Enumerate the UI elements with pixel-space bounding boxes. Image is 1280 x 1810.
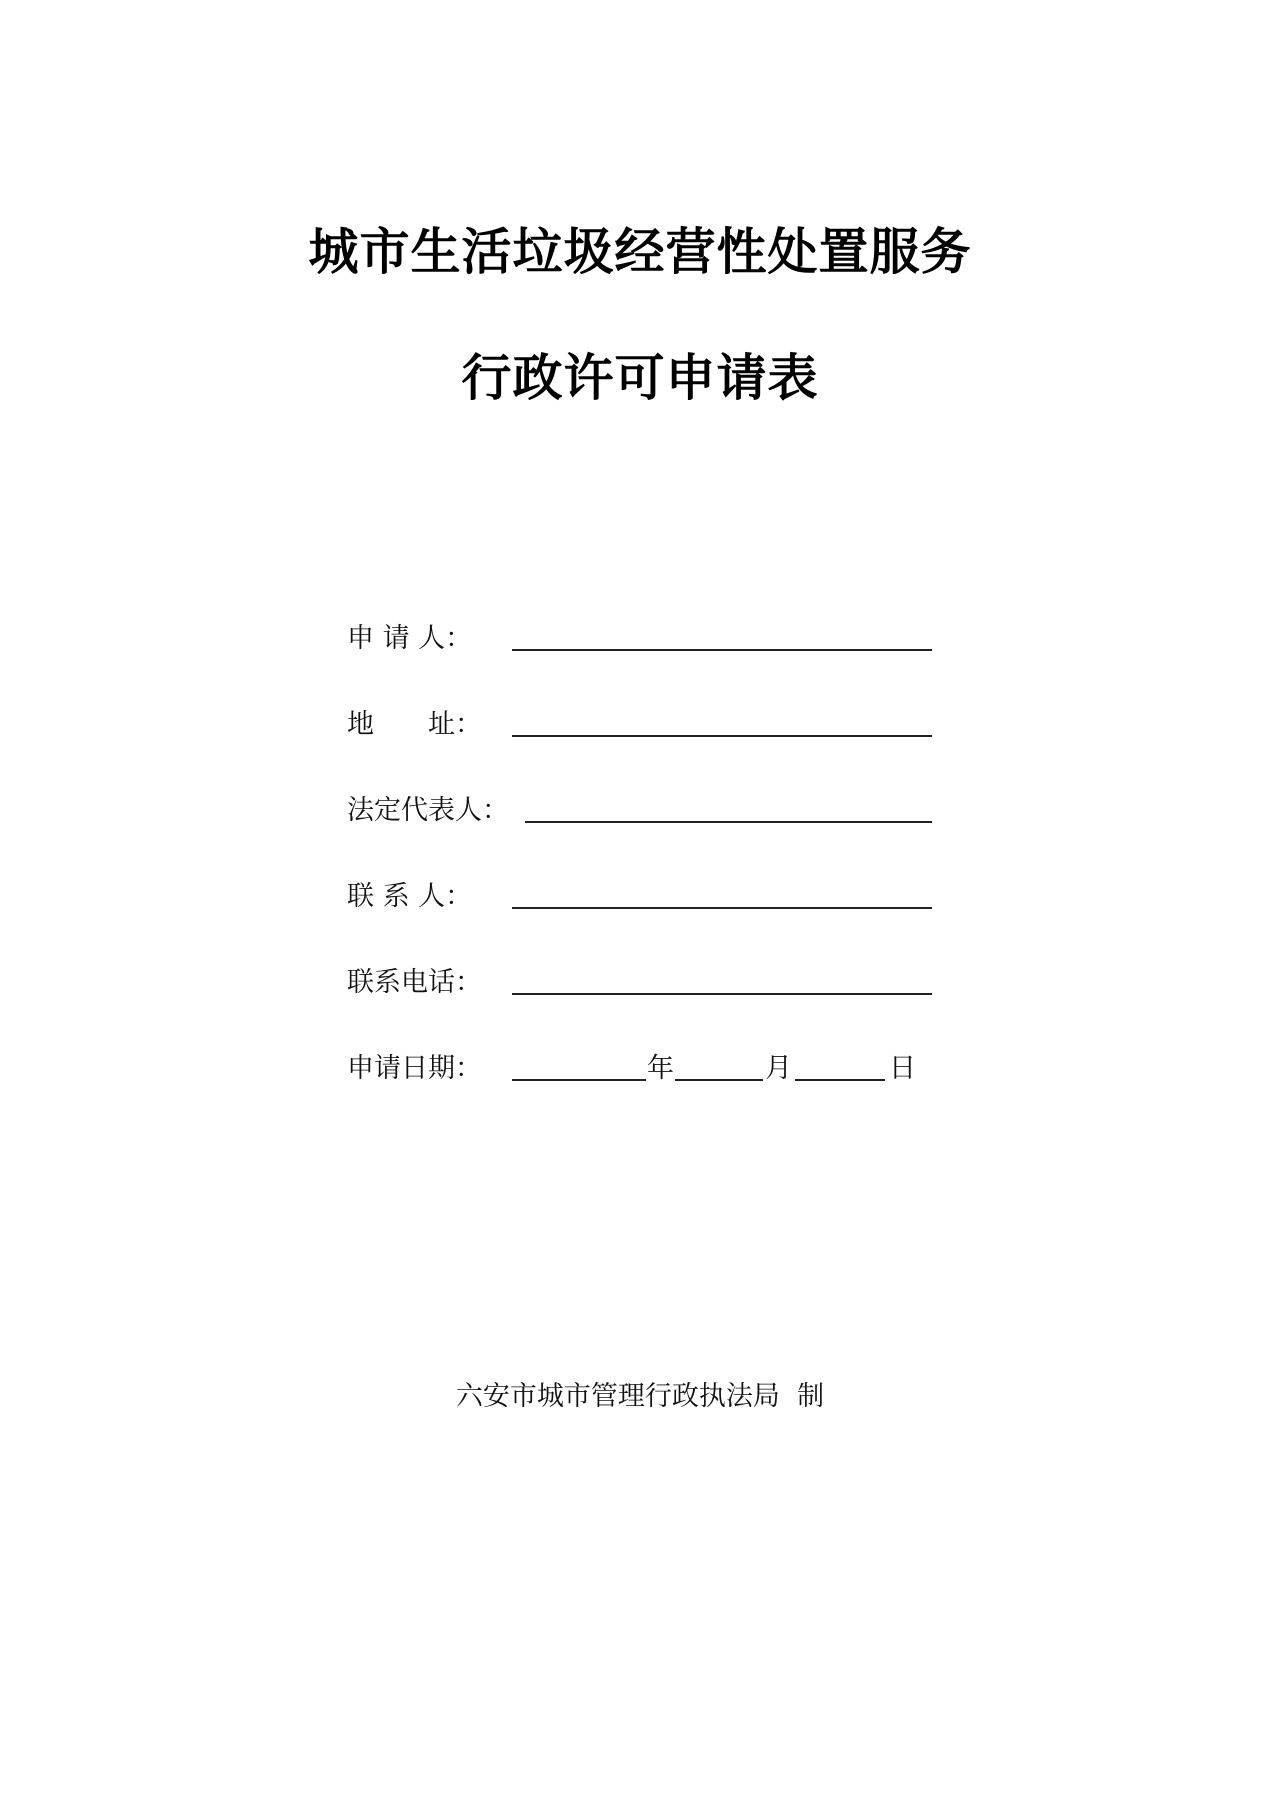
month-unit: 月 <box>765 1053 792 1084</box>
address-field[interactable] <box>512 735 932 737</box>
applicant-label: 申 请 人： <box>347 623 473 654</box>
contact-person-label: 联 系 人： <box>347 881 473 912</box>
contact-person-field[interactable] <box>512 907 932 909</box>
legal-representative-label: 法定代表人： <box>347 795 509 826</box>
contact-phone-field[interactable] <box>512 993 932 995</box>
application-date-label: 申请日期： <box>347 1053 482 1084</box>
document-title-line-2: 行政许可申请表 <box>461 349 819 407</box>
issuer-footer: 六安市城市管理行政执法局 制 <box>455 1381 825 1412</box>
document-title-line-1: 城市生活垃圾经营性处置服务 <box>308 223 972 281</box>
date-year-field[interactable] <box>512 1079 646 1081</box>
contact-phone-label: 联系电话： <box>347 967 482 998</box>
legal-representative-field[interactable] <box>525 821 932 823</box>
applicant-field[interactable] <box>512 649 932 651</box>
date-month-field[interactable] <box>675 1079 763 1081</box>
address-label: 地 址： <box>347 709 482 740</box>
year-unit: 年 <box>647 1053 674 1084</box>
date-day-field[interactable] <box>795 1079 885 1081</box>
day-unit: 日 <box>889 1053 916 1084</box>
